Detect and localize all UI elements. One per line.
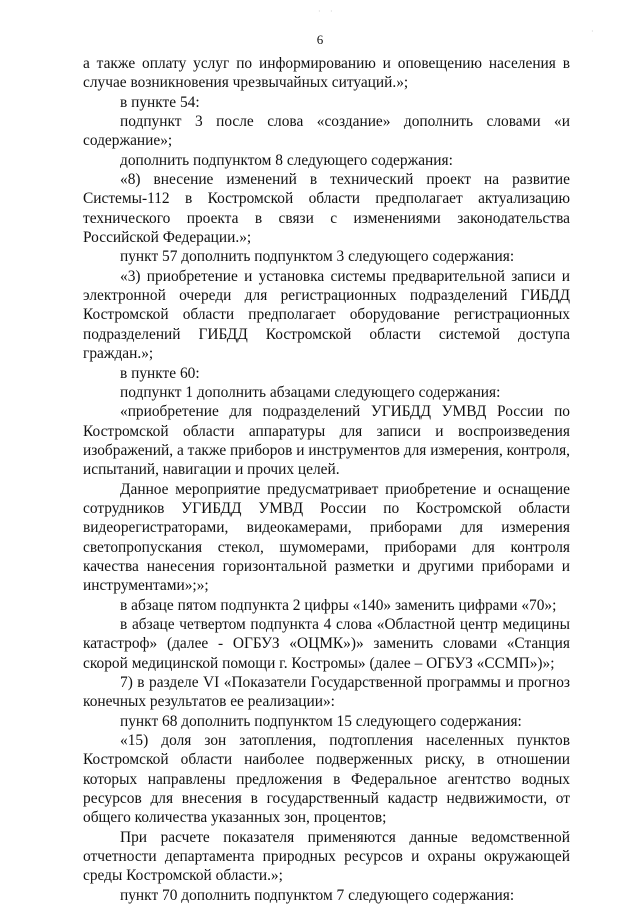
paragraph-item-57: пункт 57 дополнить подпунктом 3 следующего содержания: [120,248,515,266]
paragraph-subitem-3-text: «3) приобретение и установка системы предварительной записи и электронной очереди для регистрационных подразделений ГИБДД Костромской области предполагает оборудование регистрационных подразделений ГИБДД Костромской области системой доступа граждан.»; [83,267,570,363]
paragraph-subitem-1: подпункт 1 дополнить абзацами следующего содержания: [120,383,501,401]
paragraph-section-vi: 7) в разделе VI «Показатели Государственной программы и прогноз конечных результатов ее реализации»: [83,674,570,711]
scan-speck: · [330,7,333,16]
paragraph-item-54: в пункте 54: [120,93,200,111]
paragraph-item-60: в пункте 60: [120,364,200,382]
paragraph-subitem-3: подпункт 3 после слова «создание» дополнить словами «и содержание»; [83,113,570,150]
paragraph-subitem-8-text: «8) внесение изменений в технический проект на развитие Системы-112 в Костромской области предполагает актуализацию технического проекта в связи с изменениями законодательства Российской Федерации.»; [83,171,570,247]
scan-speck: · [591,27,594,36]
paragraph-equipment: Данное мероприятие предусматривает приобретение и оснащение сотрудников УГИБДД УМВД России по Костромской области видеорегистраторами, видеокамерами, приборами для измерения светопропускания стекол, шумомерами, приборами для контроля качества нанесения горизонтальной разметки и другими приборами и инструментами»;»; [83,480,570,595]
paragraph-continuation: а также оплату услуг по информированию и оповещению населения в случае возникновения чрезвычайных ситуаций.»; [83,55,570,92]
paragraph-indicator-calc: При расчете показателя применяются данные ведомственной отчетности департамента природных ресурсов и охраны окружающей среды Костромской области.»; [83,828,570,885]
paragraph-add-subitem-8: дополнить подпунктом 8 следующего содержания: [120,151,453,169]
paragraph-item-68: пункт 68 дополнить подпунктом 15 следующего содержания: [120,712,522,730]
scan-speck: · [318,7,321,16]
paragraph-subitem-15-text: «15) доля зон затопления, подтопления населенных пунктов Костромской области наиболее подверженных риску, в отношении которых направлены предложения в Федеральное агентство водных ресурсов для внесения в государственный кадастр недвижимости, от общего количества указанных зон, процентов; [83,732,570,827]
paragraph-acquisition: «приобретение для подразделений УГИБДД УМВД России по Костромской области аппаратуры для записи и воспроизведения изображений, а также приборов и инструментов для измерения, контроля, испытаний, навигации и прочих целей. [83,403,570,479]
page-number: 6 [316,32,324,47]
paragraph-words-change: в абзаце четвертом подпункта 4 слова «Областной центр медицины катастроф» (далее - ОГБУЗ «ОЦМК»)» заменить словами «Станция скорой медицинской помощи г. Костромы» (далее – ОГБУЗ «ССМП»)»; [83,615,570,672]
paragraph-item-70: пункт 70 дополнить подпунктом 7 следующего содержания: [120,886,515,904]
document-body [83,54,570,905]
paragraph-digits-change: в абзаце пятом подпункта 2 цифры «140» заменить цифрами «70»; [120,596,557,614]
